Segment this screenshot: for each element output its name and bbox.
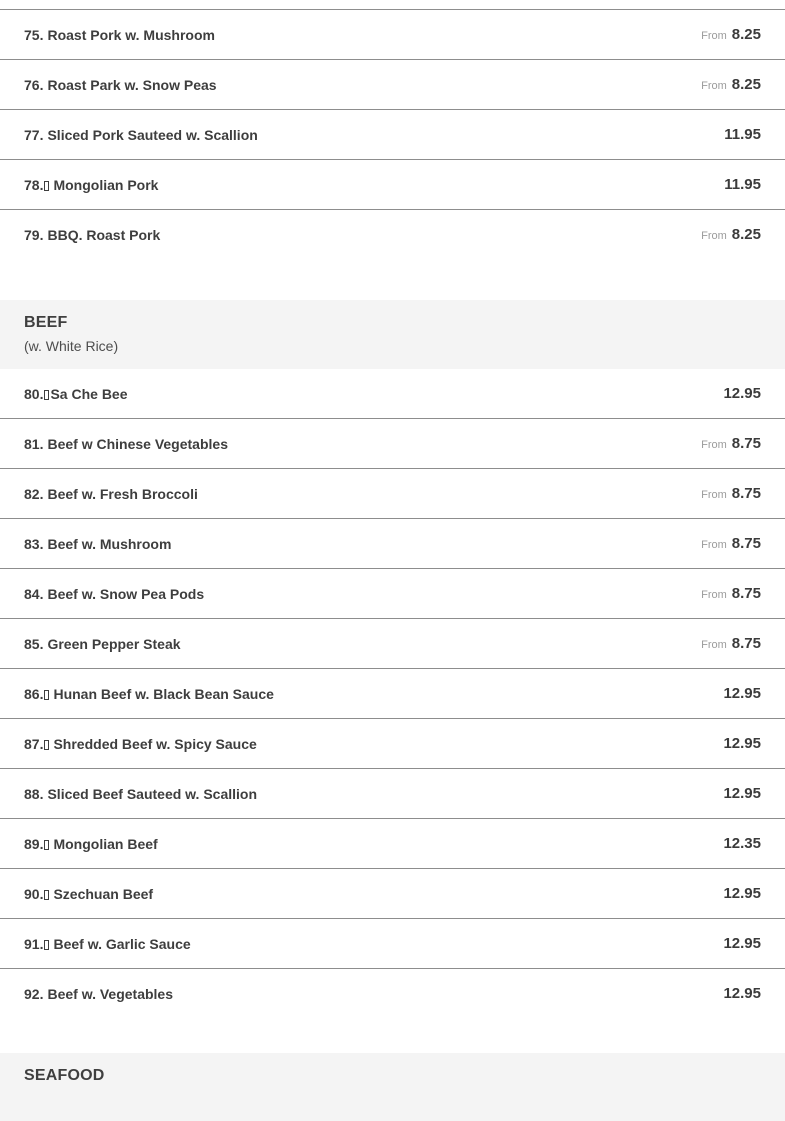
item-price: 12.95 bbox=[723, 884, 761, 902]
item-label bbox=[24, 986, 173, 1002]
item-number: 76. bbox=[24, 76, 44, 93]
item-label bbox=[24, 386, 128, 402]
item-label bbox=[24, 586, 204, 602]
item-number: 87. bbox=[24, 735, 44, 752]
item-name: Beef w. Garlic Sauce bbox=[53, 935, 191, 952]
item-price: 8.25 bbox=[731, 75, 761, 93]
menu-item[interactable] bbox=[0, 519, 785, 569]
missing-glyph-box-icon bbox=[44, 840, 49, 850]
item-name: Roast Pork w. Mushroom bbox=[47, 26, 215, 43]
menu-item[interactable] bbox=[0, 210, 785, 260]
item-number: 88. bbox=[24, 785, 44, 802]
item-label bbox=[24, 436, 228, 452]
menu-item[interactable] bbox=[0, 369, 785, 419]
item-name: Mongolian Beef bbox=[53, 835, 158, 852]
menu-section-beef bbox=[0, 300, 785, 1019]
missing-glyph-box-icon bbox=[44, 940, 49, 950]
cutoff-row-above bbox=[0, 0, 785, 10]
item-label bbox=[24, 686, 274, 702]
menu-item[interactable] bbox=[0, 10, 785, 60]
item-number: 84. bbox=[24, 585, 44, 602]
item-price-group bbox=[723, 385, 761, 403]
item-label bbox=[24, 836, 158, 852]
item-price-group bbox=[701, 635, 761, 653]
item-price: 11.95 bbox=[724, 125, 761, 143]
item-price: 8.75 bbox=[731, 584, 761, 602]
item-name: Sa Che Bee bbox=[50, 385, 128, 402]
item-name: Roast Park w. Snow Peas bbox=[47, 76, 217, 93]
price-from-label: From bbox=[701, 29, 727, 42]
item-name: Mongolian Pork bbox=[53, 176, 159, 193]
item-price: 8.25 bbox=[731, 226, 761, 243]
section-subtitle: (w. White Rice) bbox=[24, 338, 119, 354]
item-name: Szechuan Beef bbox=[53, 885, 154, 902]
item-price-group bbox=[723, 685, 761, 703]
menu-item[interactable] bbox=[0, 60, 785, 110]
item-label bbox=[24, 177, 158, 193]
menu-item[interactable] bbox=[0, 160, 785, 210]
item-number: 77. bbox=[24, 126, 44, 143]
menu-item[interactable] bbox=[0, 110, 785, 160]
item-price: 8.75 bbox=[731, 484, 761, 502]
item-label bbox=[24, 536, 171, 552]
item-number: 91. bbox=[24, 935, 44, 952]
item-price: 12.95 bbox=[723, 784, 761, 802]
item-label bbox=[24, 486, 198, 502]
item-price: 12.35 bbox=[723, 834, 761, 852]
item-number: 78. bbox=[24, 176, 44, 193]
item-price: 12.95 bbox=[723, 934, 761, 952]
item-price-group bbox=[724, 176, 761, 194]
item-label bbox=[24, 636, 181, 652]
item-number: 75. bbox=[24, 26, 44, 43]
item-name: Green Pepper Steak bbox=[47, 635, 181, 652]
item-price: 12.95 bbox=[723, 734, 761, 752]
item-price-group bbox=[723, 785, 761, 803]
section-title: BEEF bbox=[24, 314, 68, 331]
missing-glyph-box-icon bbox=[44, 390, 49, 400]
price-from-label: From bbox=[701, 438, 727, 451]
menu-item[interactable] bbox=[0, 719, 785, 769]
price-from-label: From bbox=[701, 588, 727, 601]
item-name: Sliced Beef Sauteed w. Scallion bbox=[47, 785, 258, 802]
item-number: 89. bbox=[24, 835, 44, 852]
price-from-label: From bbox=[701, 79, 727, 92]
missing-glyph-box-icon bbox=[44, 181, 49, 191]
price-from-label: From bbox=[701, 488, 727, 501]
item-number: 81. bbox=[24, 435, 44, 452]
item-number: 90. bbox=[24, 885, 44, 902]
menu-item[interactable] bbox=[0, 869, 785, 919]
item-name: Shredded Beef w. Spicy Sauce bbox=[53, 735, 257, 752]
menu-section-seafood bbox=[0, 1053, 785, 1121]
item-label bbox=[24, 786, 257, 802]
item-price: 12.95 bbox=[723, 985, 761, 1002]
item-number: 79. bbox=[24, 227, 44, 243]
menu-item[interactable] bbox=[0, 769, 785, 819]
item-price: 11.95 bbox=[724, 175, 761, 193]
menu-item[interactable] bbox=[0, 619, 785, 669]
section-header bbox=[0, 300, 785, 369]
item-label bbox=[24, 936, 191, 952]
item-price-group bbox=[723, 835, 761, 853]
item-price-group bbox=[723, 735, 761, 753]
missing-glyph-box-icon bbox=[44, 740, 49, 750]
price-from-label: From bbox=[701, 230, 727, 242]
item-name: BBQ. Roast Pork bbox=[47, 227, 161, 243]
menu-item[interactable] bbox=[0, 819, 785, 869]
menu-item[interactable] bbox=[0, 969, 785, 1019]
menu-item[interactable] bbox=[0, 419, 785, 469]
item-number: 80. bbox=[24, 385, 44, 402]
item-price-group bbox=[701, 76, 761, 94]
menu-item[interactable] bbox=[0, 919, 785, 969]
item-label bbox=[24, 227, 160, 243]
item-price-group bbox=[701, 435, 761, 453]
item-name: Beef w. Vegetables bbox=[47, 986, 174, 1002]
item-price-group bbox=[723, 885, 761, 903]
section-title: SEAFOOD bbox=[24, 1067, 105, 1084]
item-label bbox=[24, 886, 153, 902]
item-price-group bbox=[701, 585, 761, 603]
item-price: 12.95 bbox=[723, 684, 761, 702]
item-price: 8.25 bbox=[731, 25, 761, 43]
item-price-group bbox=[701, 485, 761, 503]
item-label bbox=[24, 77, 217, 93]
item-label bbox=[24, 27, 215, 43]
item-price-group bbox=[701, 226, 761, 244]
item-price-group bbox=[723, 935, 761, 953]
item-name: Beef w Chinese Vegetables bbox=[47, 435, 228, 452]
item-name: Hunan Beef w. Black Bean Sauce bbox=[53, 685, 274, 702]
price-from-label: From bbox=[701, 538, 727, 551]
menu-item[interactable] bbox=[0, 469, 785, 519]
item-price: 8.75 bbox=[731, 534, 761, 552]
item-price-group bbox=[724, 126, 761, 144]
section-header bbox=[0, 1053, 785, 1121]
item-price: 8.75 bbox=[731, 634, 761, 652]
item-label bbox=[24, 736, 257, 752]
item-label bbox=[24, 127, 258, 143]
item-name: Beef w. Fresh Broccoli bbox=[47, 485, 198, 502]
menu-item[interactable] bbox=[0, 569, 785, 619]
item-number: 83. bbox=[24, 535, 44, 552]
item-price-group bbox=[701, 26, 761, 44]
item-number: 92. bbox=[24, 986, 44, 1002]
item-number: 85. bbox=[24, 635, 44, 652]
item-price-group bbox=[701, 535, 761, 553]
menu-item[interactable] bbox=[0, 669, 785, 719]
menu-section-pork bbox=[0, 0, 785, 260]
missing-glyph-box-icon bbox=[44, 690, 49, 700]
item-price-group bbox=[723, 985, 761, 1003]
item-name: Sliced Pork Sauteed w. Scallion bbox=[47, 126, 258, 143]
item-name: Beef w. Snow Pea Pods bbox=[47, 585, 205, 602]
item-name: Beef w. Mushroom bbox=[47, 535, 172, 552]
missing-glyph-box-icon bbox=[44, 890, 49, 900]
item-number: 82. bbox=[24, 485, 44, 502]
item-price: 8.75 bbox=[731, 434, 761, 452]
item-price: 12.95 bbox=[723, 384, 761, 402]
price-from-label: From bbox=[701, 638, 727, 651]
item-number: 86. bbox=[24, 685, 44, 702]
